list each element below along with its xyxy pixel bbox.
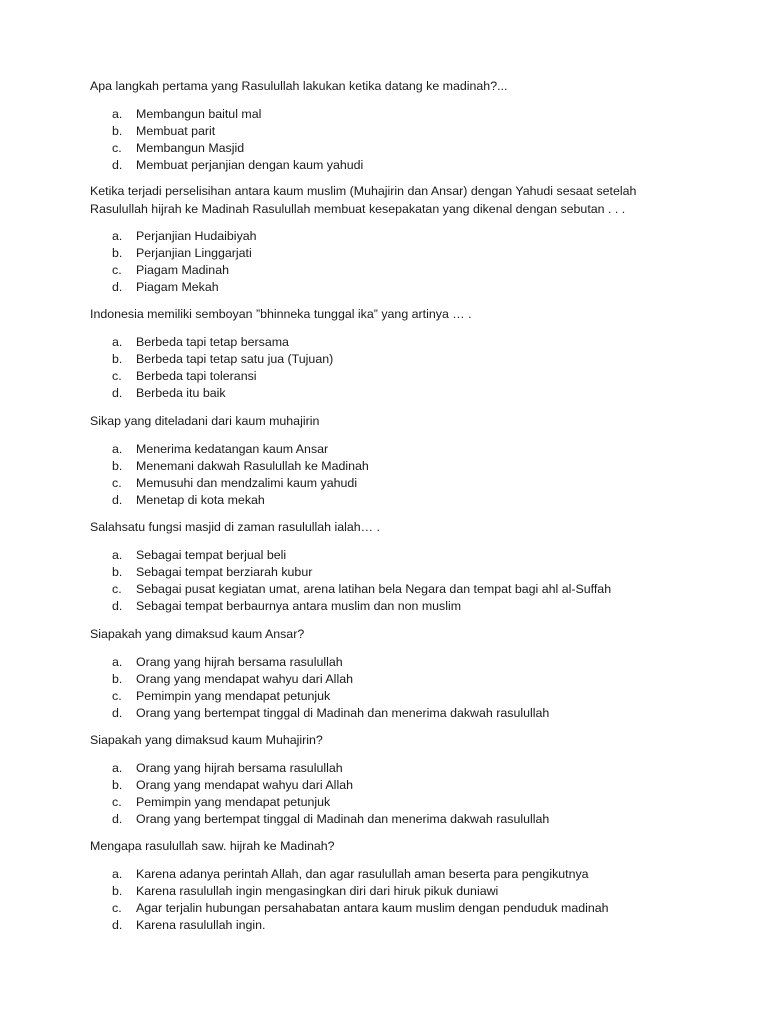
option-a — [90, 441, 690, 458]
option-b — [90, 777, 690, 794]
question-text: Ketika terjadi perselisihan antara kaum muslim (Muhajirin dan Ansar) dengan Yahudi sesaat setelah Rasulullah hijrah ke Madinah Rasulullah membuat kesepakatan yang dikenal dengan sebutan . . . — [90, 184, 640, 216]
option-b — [90, 123, 690, 140]
option-text: Berbeda tapi tetap bersama — [136, 334, 289, 349]
question-text: Sikap yang diteladani dari kaum muhajirin — [90, 414, 320, 428]
option-letter: a. — [112, 441, 123, 456]
option-text: Berbeda tapi tetap satu jua (Tujuan) — [136, 351, 334, 366]
option-b — [90, 671, 690, 688]
option-letter: c. — [112, 794, 122, 809]
option-c — [90, 262, 690, 279]
option-text: Karena rasulullah ingin. — [136, 917, 266, 932]
option-letter: d. — [112, 157, 123, 172]
option-text: Membuat parit — [136, 123, 216, 138]
option-text: Orang yang hijrah bersama rasulullah — [136, 654, 343, 669]
option-text: Orang yang bertempat tinggal di Madinah dan menerima dakwah rasulullah — [136, 811, 550, 826]
option-text: Agar terjalin hubungan persahabatan antara kaum muslim dengan penduduk madinah — [136, 900, 609, 915]
option-letter: b. — [112, 671, 123, 686]
option-letter: b. — [112, 351, 123, 366]
option-text: Karena rasulullah ingin mengasingkan diri dari hiruk pikuk duniawi — [136, 883, 499, 898]
option-text: Memusuhi dan mendzalimi kaum yahudi — [136, 475, 358, 490]
option-list — [90, 106, 690, 174]
option-text: Menerima kedatangan kaum Ansar — [136, 441, 329, 456]
option-b — [90, 564, 690, 581]
option-letter: d. — [112, 598, 123, 613]
option-text: Karena adanya perintah Allah, dan agar rasulullah aman beserta para pengikutnya — [136, 866, 589, 881]
option-list — [90, 547, 690, 615]
option-a — [90, 228, 690, 245]
question-4 — [90, 413, 690, 509]
option-letter: d. — [112, 705, 123, 720]
question-text: Mengapa rasulullah saw. hijrah ke Madinah? — [90, 839, 335, 853]
option-a — [90, 654, 690, 671]
question-text: Apa langkah pertama yang Rasulullah lakukan ketika datang ke madinah?... — [90, 79, 508, 93]
option-text: Orang yang mendapat wahyu dari Allah — [136, 777, 353, 792]
option-c — [90, 794, 690, 811]
option-text: Membangun Masjid — [136, 140, 245, 155]
option-text: Menetap di kota mekah — [136, 492, 265, 507]
option-letter: d. — [112, 917, 123, 932]
option-text: Perjanjian Hudaibiyah — [136, 229, 257, 243]
option-d — [90, 157, 690, 174]
option-d — [90, 811, 690, 828]
option-letter: a. — [112, 334, 123, 349]
option-text: Piagam Mekah — [136, 280, 219, 294]
question-7 — [90, 732, 690, 828]
option-a — [90, 334, 690, 351]
option-d — [90, 279, 690, 296]
question-8 — [90, 838, 690, 934]
option-letter: b. — [112, 883, 123, 898]
option-letter: c. — [112, 475, 122, 490]
option-letter: c. — [112, 368, 122, 383]
option-letter: c. — [112, 688, 122, 703]
option-letter: a. — [112, 866, 123, 881]
option-text: Orang yang mendapat wahyu dari Allah — [136, 671, 353, 686]
option-text: Sebagai tempat berbaurnya antara muslim dan non muslim — [136, 598, 462, 613]
option-text: Pemimpin yang mendapat petunjuk — [136, 794, 331, 809]
question-text: Siapakah yang dimaksud kaum Ansar? — [90, 627, 305, 641]
question-text: Salahsatu fungsi masjid di zaman rasulullah ialah… . — [90, 520, 380, 534]
option-letter: c. — [112, 263, 122, 277]
option-letter: a. — [112, 654, 123, 669]
option-letter: a. — [112, 106, 123, 121]
option-d — [90, 705, 690, 722]
option-text: Piagam Madinah — [136, 263, 229, 277]
option-a — [90, 106, 690, 123]
question-3 — [90, 306, 690, 402]
option-letter: d. — [112, 280, 123, 294]
option-d — [90, 598, 690, 615]
option-letter: d. — [112, 811, 123, 826]
option-d — [90, 492, 690, 509]
question-text: Siapakah yang dimaksud kaum Muhajirin? — [90, 733, 323, 747]
option-text: Membuat perjanjian dengan kaum yahudi — [136, 157, 364, 172]
option-text: Membangun baitul mal — [136, 106, 262, 121]
option-text: Sebagai pusat kegiatan umat, arena latihan bela Negara dan tempat bagi ahl al-Suffah — [136, 581, 612, 596]
option-text: Pemimpin yang mendapat petunjuk — [136, 688, 331, 703]
option-text: Perjanjian Linggarjati — [136, 246, 252, 260]
question-6 — [90, 626, 690, 722]
option-c — [90, 688, 690, 705]
question-text: Indonesia memiliki semboyan ”bhinneka tunggal ika” yang artinya … . — [90, 307, 472, 321]
option-text: Sebagai tempat berjual beli — [136, 547, 287, 562]
option-d — [90, 385, 690, 402]
option-a — [90, 866, 690, 883]
option-b — [90, 351, 690, 368]
option-list — [90, 228, 690, 296]
option-letter: b. — [112, 246, 123, 260]
option-b — [90, 883, 690, 900]
option-letter: b. — [112, 123, 123, 138]
option-c — [90, 581, 690, 598]
option-c — [90, 140, 690, 157]
option-list — [90, 866, 690, 934]
option-a — [90, 760, 690, 777]
option-letter: c. — [112, 581, 122, 596]
option-letter: a. — [112, 760, 123, 775]
option-b — [90, 458, 690, 475]
option-text: Orang yang bertempat tinggal di Madinah dan menerima dakwah rasulullah — [136, 705, 550, 720]
option-c — [90, 900, 690, 917]
option-list — [90, 654, 690, 722]
option-letter: c. — [112, 140, 122, 155]
option-letter: a. — [112, 547, 123, 562]
option-letter: b. — [112, 458, 123, 473]
option-letter: a. — [112, 229, 123, 243]
option-letter: b. — [112, 777, 123, 792]
option-letter: c. — [112, 900, 122, 915]
option-letter: d. — [112, 492, 123, 507]
option-list — [90, 760, 690, 828]
option-c — [90, 368, 690, 385]
option-d — [90, 917, 690, 934]
option-text: Orang yang hijrah bersama rasulullah — [136, 760, 343, 775]
option-text: Sebagai tempat berziarah kubur — [136, 564, 313, 579]
option-a — [90, 547, 690, 564]
option-text: Menemani dakwah Rasulullah ke Madinah — [136, 458, 369, 473]
option-c — [90, 475, 690, 492]
question-5 — [90, 519, 690, 615]
option-letter: d. — [112, 385, 123, 400]
question-2 — [90, 183, 690, 296]
question-1 — [90, 78, 690, 174]
option-b — [90, 245, 690, 262]
option-text: Berbeda itu baik — [136, 385, 226, 400]
option-letter: b. — [112, 564, 123, 579]
option-list — [90, 334, 690, 402]
option-text: Berbeda tapi toleransi — [136, 368, 257, 383]
option-list — [90, 441, 690, 509]
